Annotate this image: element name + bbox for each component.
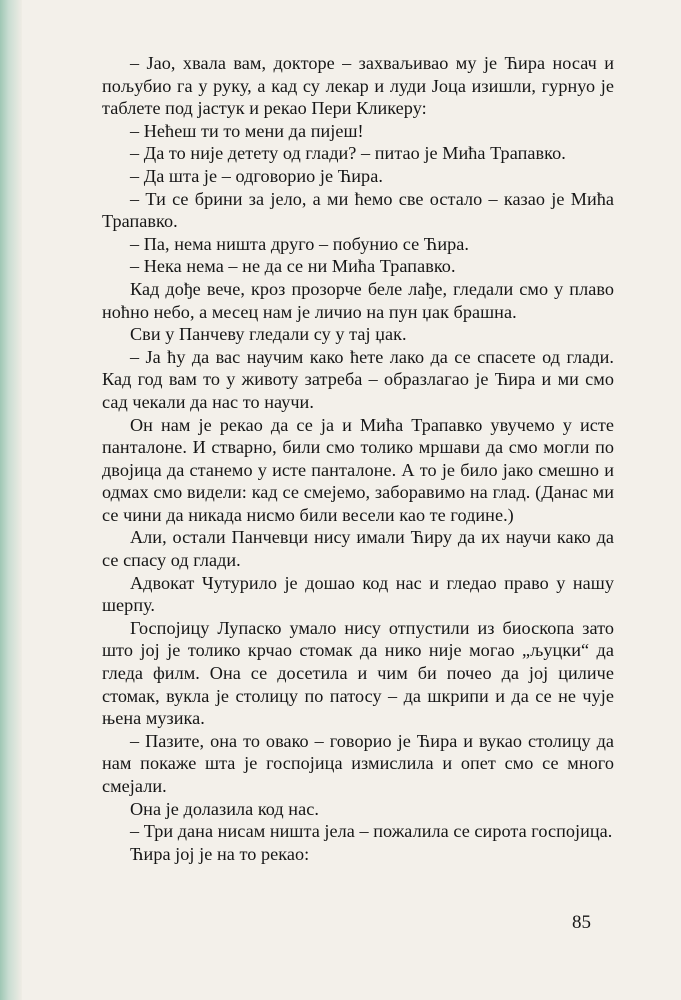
page-number: 85 bbox=[572, 912, 591, 933]
paragraph: Сви у Панчеву гледали су у тај џак. bbox=[130, 324, 407, 345]
paragraph: Адвокат Чутурило је дошао код нас и гледао право у нашу шерпу. bbox=[102, 572, 614, 616]
book-page-text bbox=[102, 52, 614, 865]
paragraph: – Па, нема ништа друго – побунио се Ћира. bbox=[130, 233, 469, 254]
paragraph: Кад дође вече, кроз прозорче беле лађе, гледали смо у плаво ноћно небо, а месец нам је личио на пун џак брашна. bbox=[102, 278, 614, 322]
paragraph: – Ти се брини за јело, а ми ћемо све остало – казао је Мића Трапавко. bbox=[102, 188, 614, 232]
paragraph: Али, остали Панчевци нису имали Ћиру да их научи како да се спасу од глади. bbox=[102, 527, 614, 571]
paragraph: Она је долазила код нас. bbox=[130, 798, 319, 819]
paragraph: – Три дана нисам ништа јела – пожалила се сирота госпојица. bbox=[130, 821, 613, 842]
page-edge bbox=[0, 0, 22, 1000]
paragraph: – Нећеш ти то мени да пијеш! bbox=[130, 120, 364, 141]
paragraph: – Да шта је – одговорио је Ћира. bbox=[130, 165, 383, 186]
paragraph: Ћира јој је на то рекао: bbox=[130, 843, 310, 864]
paragraph: – Нека нема – не да се ни Мића Трапавко. bbox=[130, 256, 456, 277]
paragraph: – Да то није детету од глади? – питао је Мића Трапавко. bbox=[130, 143, 566, 164]
paragraph: Он нам је рекао да се ја и Мића Трапавко увучемо у исте панталоне. И стварно, били смо толико мршави да смо могли по двојица да станемо у исте панталоне. А то је било јако смешно и одмах смо видели: кад се смејемо, заборавимо на глад. (Данас ми се чини да никада нисмо били весели као те године.) bbox=[102, 414, 614, 525]
paragraph: Госпојицу Лупаско умало нису отпустили из биоскопа зато што јој је толико крчао стомак да нико није могао „љуцки“ да гледа филм. Она се досетила и чим би почео да јој циличе стомак, вукла је столицу по патосу – да шкрипи и да се не чује њена музика. bbox=[102, 617, 614, 729]
paragraph: – Јао, хвала вам, докторе – захваљивао му је Ћира носач и пољубио га у руку, а кад су лекар и луди Јоца изишли, гурнуо је таблете под јастук и рекао Пери Кликеру: bbox=[102, 53, 614, 119]
paragraph: – Ја ћу да вас научим како ћете лако да се спасете од глади. Кад год вам то у животу затреба – образлагао је Ћира и ми смо сад чекали да нас то научи. bbox=[102, 346, 614, 412]
paragraph: – Пазите, она то овако – говорио је Ћира и вукао столицу да нам покаже шта је госпојица измислила и опет смо се много смејали. bbox=[102, 730, 614, 796]
